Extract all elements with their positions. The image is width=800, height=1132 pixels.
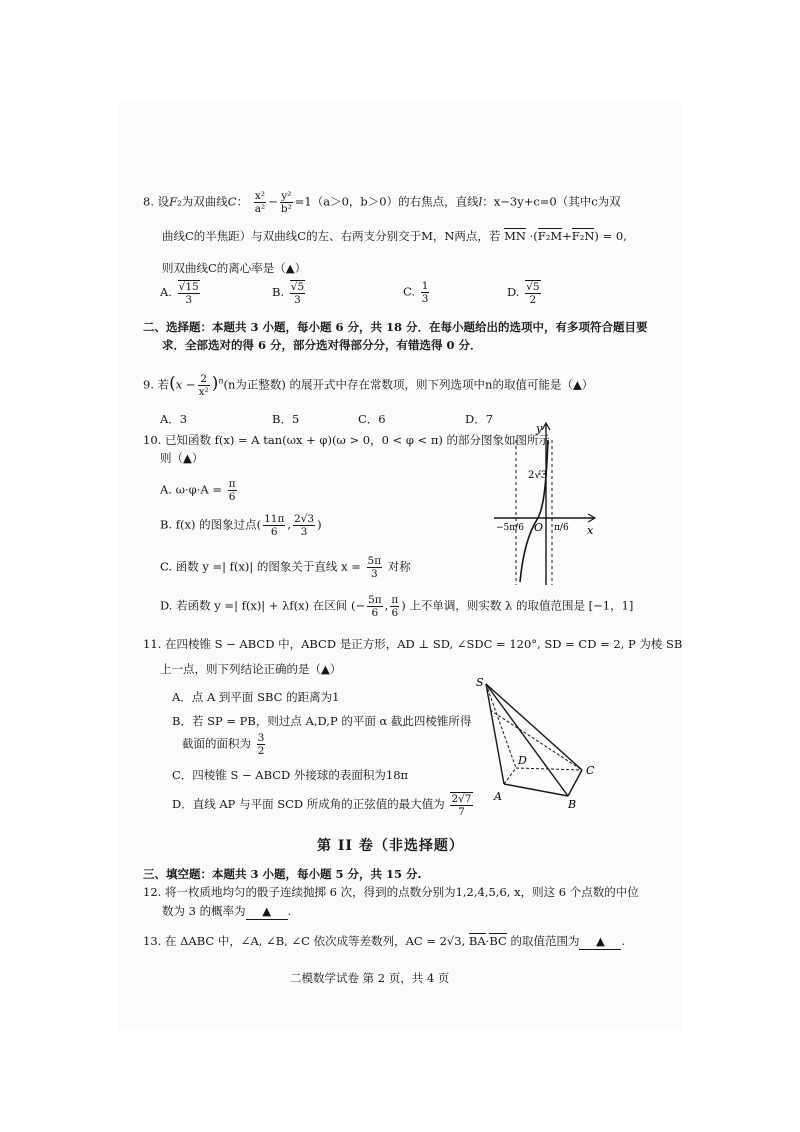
q10-line2: 则（▲） <box>160 451 204 465</box>
tangent-graph <box>490 420 600 590</box>
q9-stem: 9. 若(x − $\frac{2}{\text{x²}}$ )$^n$(n为正整数) 的展开式中存在常数项，则下列选项中n的取值可能是（▲） <box>143 373 594 398</box>
tangent-curve <box>520 440 548 582</box>
q9-option-a: A．3 <box>160 412 188 426</box>
y-value-label: 2√3 <box>528 470 548 481</box>
q9-option-b: B．5 <box>272 412 300 426</box>
vertex-C: C <box>586 764 595 777</box>
edge-SC <box>486 684 582 770</box>
q10-option-d: D. 若函数 y =| f(x)| + λf(x) 在区间 (− $\frac{5\pi}{6}$ , $\frac{\pi}{6}$ ) 上不单调，则实数 λ 的取值范围是 [−1，1] <box>160 594 634 619</box>
edge-BC <box>568 770 582 796</box>
q11-option-c: C．四棱锥 S − ABCD 外接球的表面积为18π <box>172 768 409 782</box>
edge-SA <box>486 684 504 784</box>
vertex-B: B <box>568 798 577 810</box>
q8-option-c: C. $\frac{1}{3}$ <box>403 280 429 305</box>
vector-F2M: F₂M <box>537 229 563 243</box>
q8-frac-x: $\frac{\text{x²}}{\text{a²}}$ <box>254 190 266 215</box>
q8-line3: 则双曲线C的离心率是（▲） <box>162 261 307 275</box>
q8-option-a: A. $\frac{√15}{3}$ <box>160 281 199 306</box>
vector-MN: MN <box>504 229 526 243</box>
vertex-S: S <box>476 676 484 689</box>
vertex-A: A <box>494 790 502 803</box>
q10-line1: 10. 已知函数 f(x) = A tan(ωx + φ)(ω > 0，0 < φ < π) 的部分图象如图所示 <box>143 433 551 447</box>
q12-answer-blank[interactable]: ▲ <box>246 903 288 920</box>
section3-header: 三、填空题：本题共 3 小题，每小题 5 分，共 15 分. <box>143 867 422 881</box>
q9-option-d: D．7 <box>465 412 494 426</box>
q11-option-d: D．直线 AP 与平面 SCD 所成角的正弦值的最大值为 $\frac{2√7}{7}$ <box>172 793 472 818</box>
edge-AD <box>504 768 516 784</box>
q11-option-a: A．点 A 到平面 SBC 的距离为1 <box>172 690 340 704</box>
q8-line1: 8. 设F₂为双曲线C： $\frac{\text{x²}}{\text{a²}}$ − $\frac{\text{y²}}{\text{b²}}$ =1（a＞0，b＞0）的右焦点，直线l：x−3y+c=0（其中c为双 <box>143 190 621 215</box>
vector-F2N: F₂N <box>571 229 595 243</box>
vector-BC: BC <box>489 934 507 948</box>
q10-option-c: C. 函数 y =| f(x)| 的图象关于直线 x = $\frac{5\pi}{3}$ 对称 <box>160 555 411 580</box>
right-tick-label: π/6 <box>554 523 569 533</box>
q12-line1: 12. 将一枚质地均匀的骰子连续抛掷 6 次，得到的点数分别为1,2,4,5,6, x，则这 6 个点数的中位 <box>143 885 639 899</box>
q8-line2: 曲线C的半焦距）与双曲线C的左、右两支分别交于M，N两点，若 MN ·(F₂M+F₂N) = 0, <box>162 229 627 243</box>
edge-SB <box>486 684 568 796</box>
x-axis-label: x <box>587 524 594 537</box>
q13-answer-blank[interactable]: ▲ <box>579 933 621 950</box>
q10-option-b: B. f(x) 的图象过点( $\frac{11\pi}{6}$ , $\frac{2√3}{3}$ ) <box>160 513 322 538</box>
inner-line <box>490 710 582 770</box>
q13-stem: 13. 在 ΔABC 中，∠A, ∠B, ∠C 依次成等差数列，AC = 2√3, BA·BC 的取值范围为 ▲ . <box>143 934 626 948</box>
q8-option-d: D. $\frac{√5}{2}$ <box>507 281 540 306</box>
section2-line2: 求．全部选对的得 6 分，部分选对得部分分，有错选得 0 分． <box>162 338 482 352</box>
q11-line2: 上一点，则下列结论正确的是（▲） <box>160 662 342 676</box>
q9-option-c: C．6 <box>358 412 386 426</box>
q11-option-b-line2: 截面的面积为 $\frac{3}{2}$ <box>182 732 265 757</box>
page-footer: 二模数学试卷 第 2 页，共 4 页 <box>290 971 450 985</box>
q10-option-a: A. ω·φ·A = $\frac{\pi}{6}$ <box>160 478 236 503</box>
q11-line1: 11. 在四棱锥 S − ABCD 中，ABCD 是正方形，AD ⊥ SD, ∠SDC = 120°, SD = CD = 2, P 为棱 SB <box>143 637 683 651</box>
origin-label: O <box>534 521 544 534</box>
part2-title: 第 II 卷（非选择题） <box>317 838 464 854</box>
pyramid-diagram <box>470 670 610 810</box>
y-axis-label: y <box>536 422 543 435</box>
q8-option-b: B. $\frac{√5}{3}$ <box>272 281 305 306</box>
left-tick-label: −5π/6 <box>496 523 524 533</box>
q11-option-b: B．若 SP = PB，则过点 A,D,P 的平面 α 截此四棱锥所得 <box>172 714 472 728</box>
q8-frac-y: $\frac{\text{y²}}{\text{b²}}$ <box>280 190 292 215</box>
edge-AB <box>504 784 568 796</box>
vertex-D: D <box>518 754 527 767</box>
vector-BA: BA <box>468 934 486 948</box>
q12-line2: 数为 3 的概率为 ▲ . <box>162 904 292 918</box>
section2-line1: 二、选择题：本题共 3 小题，每小题 6 分，共 18 分．在每小题给出的选项中，有多项符合题目要 <box>143 320 648 334</box>
